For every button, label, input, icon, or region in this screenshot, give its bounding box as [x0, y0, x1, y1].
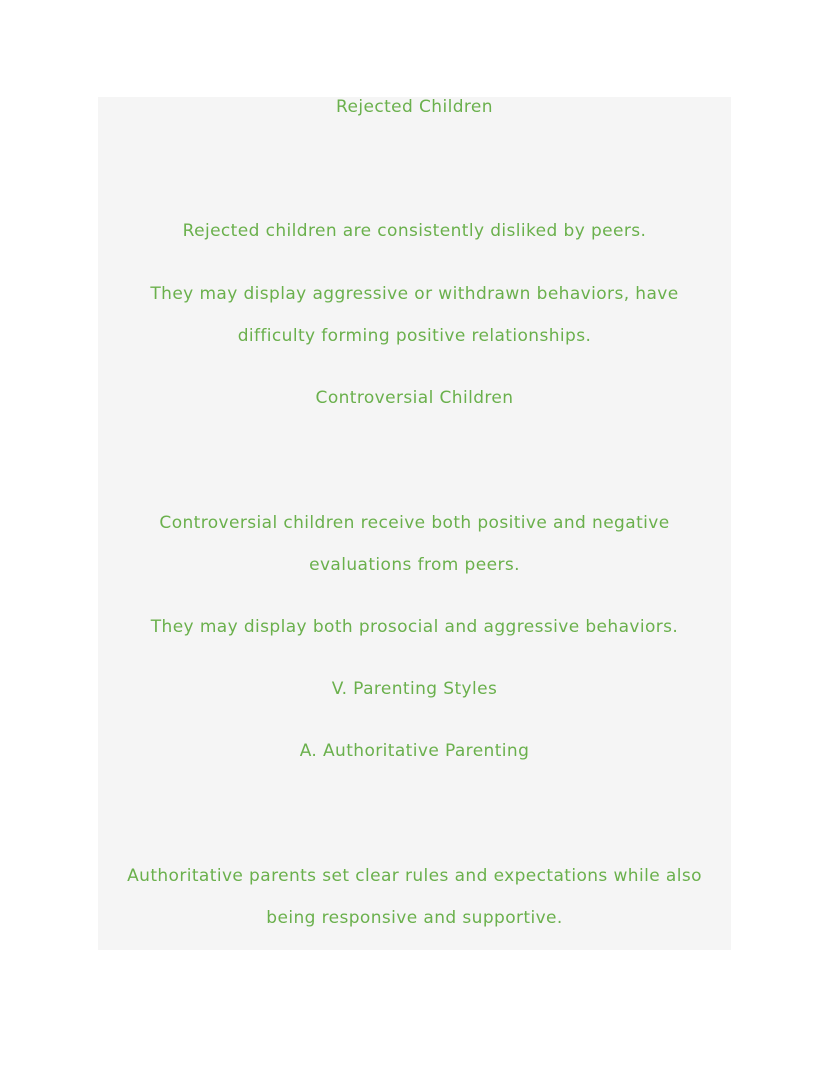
paragraph-authoritative-line-1: Authoritative parents set clear rules and expectations while also [127, 866, 702, 886]
paragraph-controversial-behaviors: They may display both prosocial and aggressive behaviors. [150, 617, 679, 637]
section-heading-parenting-styles: V. Parenting Styles [331, 679, 498, 699]
section-heading-controversial-children: Controversial Children [315, 388, 514, 408]
document-panel [98, 97, 731, 950]
paragraph-authoritative-line-2: being responsive and supportive. [266, 908, 563, 928]
section-heading-rejected-children: Rejected Children [336, 97, 493, 117]
section-heading-authoritative-parenting: A. Authoritative Parenting [299, 741, 530, 761]
paragraph-controversial-definition-line-2: evaluations from peers. [309, 555, 520, 575]
paragraph-controversial-definition-line-1: Controversial children receive both positive and negative [159, 513, 670, 533]
paragraph-rejected-behaviors-line-1: They may display aggressive or withdrawn behaviors, have [150, 284, 679, 304]
paragraph-rejected-behaviors-line-2: difficulty forming positive relationships. [237, 326, 592, 346]
paragraph-rejected-definition: Rejected children are consistently disliked by peers. [182, 221, 647, 241]
